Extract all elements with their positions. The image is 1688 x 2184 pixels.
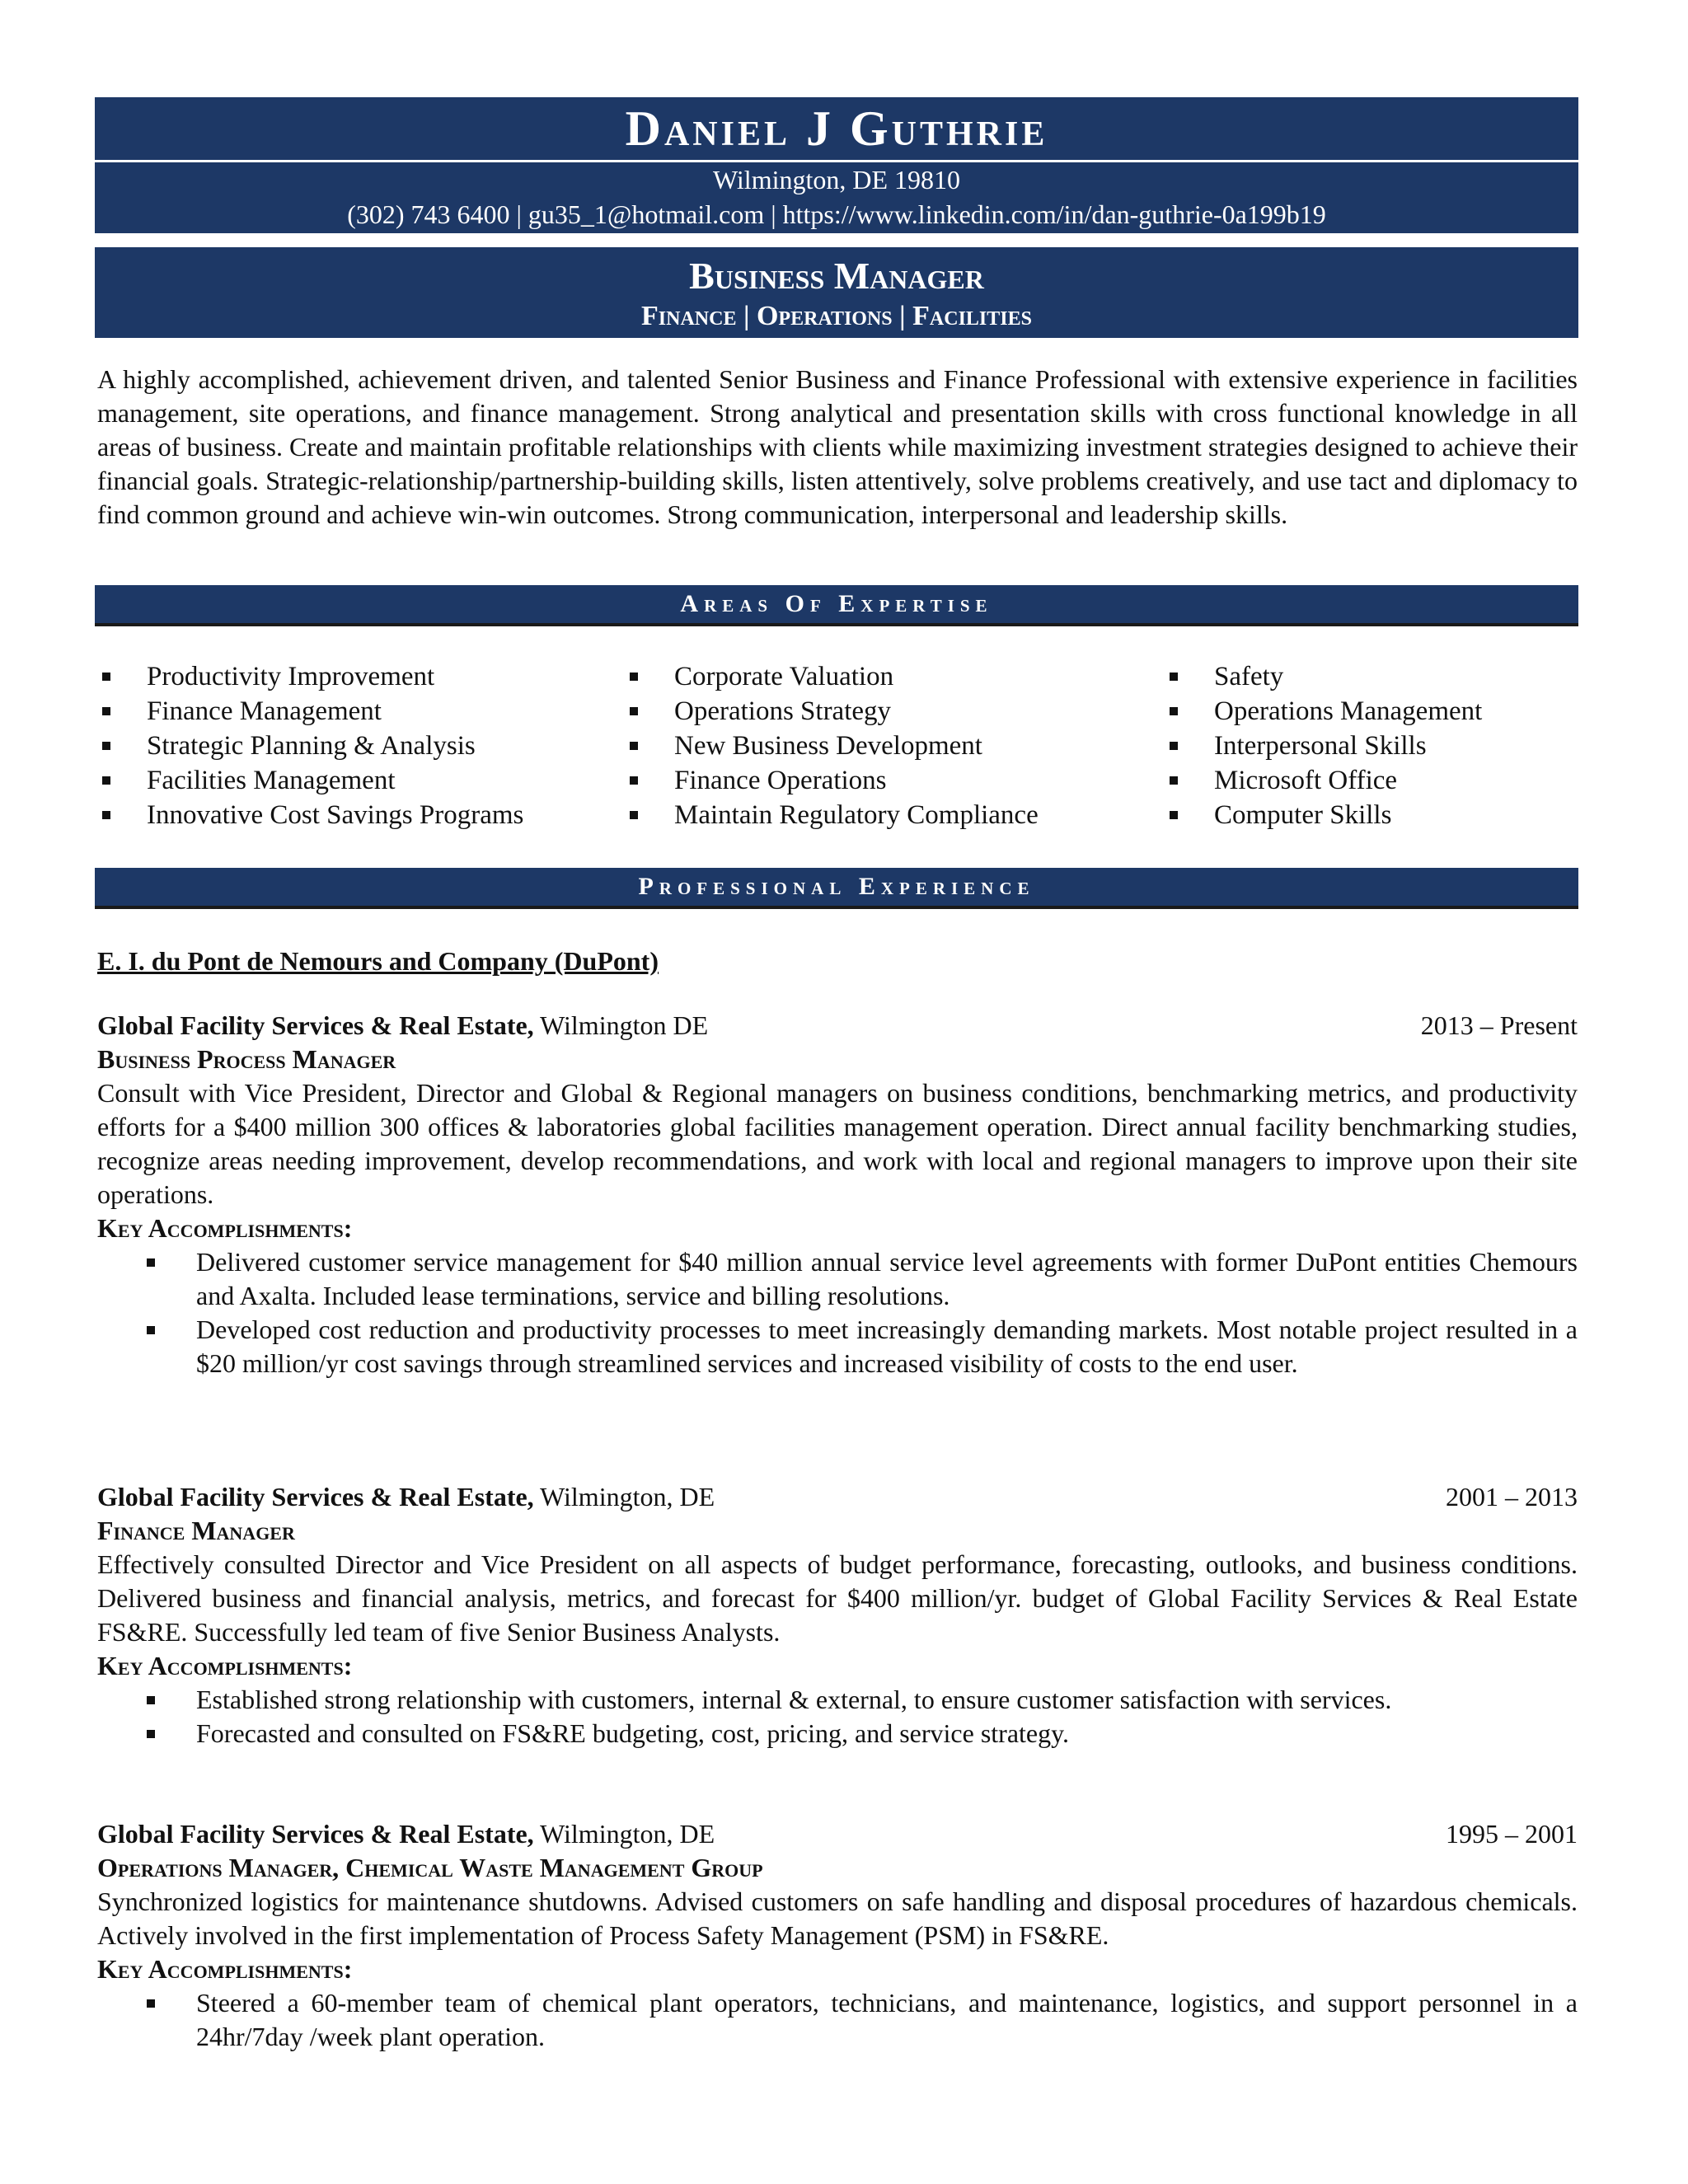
job-header [97,1009,1578,1043]
expertise-column-3 [1165,659,1482,832]
job-role: Business Process Manager [97,1044,396,1074]
job-dates: 2001 – 2013 [1446,1482,1578,1511]
accomplishment-list [97,1683,1578,1750]
job-title-headline: Business Manager [689,255,984,297]
list-item: Delivered customer service management for $40 million annual service level agreements with former DuPont entities Chemours and Axalta. Included lease terminations, service and billing resolutions. [196,1245,1578,1313]
section-title: Professional Experience [638,873,1035,900]
job-location: Wilmington DE [533,1010,709,1040]
key-accomplishments-label: Key Accomplishments: [97,1651,353,1680]
job-dates: 2013 – Present [1420,1010,1578,1040]
name-banner [95,97,1578,160]
job-header [97,1817,1578,1851]
title-banner [95,247,1578,338]
accomplishment-list [97,1245,1578,1380]
list-item: Operations Management [1165,694,1482,729]
list-item: Computer Skills [1165,798,1482,832]
job-location: Wilmington, DE [533,1482,715,1511]
expertise-column-2 [625,659,1039,832]
location-text: Wilmington, DE 19810 [712,165,961,194]
section-header-experience [95,868,1578,909]
section-header-expertise [95,585,1578,626]
list-item: Facilities Management [97,763,523,798]
key-accomplishments-label: Key Accomplishments: [97,1213,353,1243]
list-item: Safety [1165,659,1482,694]
list-item: Interpersonal Skills [1165,729,1482,763]
list-item: Corporate Valuation [625,659,1039,694]
job-role: Finance Manager [97,1516,295,1545]
job-description: Effectively consulted Director and Vice President on all aspects of budget performance, forecasting, outlooks, and business conditions. Delivered business and financial analysis, metrics, and forecast for $400 million/yr. budget of Global Facility Services & Real Estate FS&RE. Successfully led team of five Senior Business Analysts. [97,1549,1578,1647]
candidate-name: Daniel J Guthrie [625,101,1048,156]
job-entry [97,1009,1578,1380]
list-item: Finance Management [97,694,523,729]
professional-summary: A highly accomplished, achievement driven, and talented Senior Business and Finance Professional with extensive experience in facilities management, site operations, and finance management. Strong analytical and presentation skills with cross functional knowledge in all areas of business. Create and maintain profitable relationships with clients while maximizing investment strategies designed to achieve their financial goals. Strategic-relationship/partnership-building skills, listen attentively, solve problems creatively, and use tact and diplomacy to find common ground and achieve win-win outcomes. Strong communication, interpersonal and leadership skills. [97,364,1578,529]
contact-banner [95,162,1578,233]
list-item: New Business Development [625,729,1039,763]
list-item: Microsoft Office [1165,763,1482,798]
linkedin-link[interactable]: https://www.linkedin.com/in/dan-guthrie-0a199b19 [782,199,1326,229]
job-dates: 1995 – 2001 [1446,1819,1578,1849]
list-item: Steered a 60-member team of chemical plant operators, technicians, and maintenance, logistics, and support personnel in a 24hr/7day /week plant operation. [196,1986,1578,2054]
list-item: Strategic Planning & Analysis [97,729,523,763]
list-item: Productivity Improvement [97,659,523,694]
section-title: Areas Of Expertise [680,590,993,617]
list-item: Developed cost reduction and productivity processes to meet increasingly demanding markets. Most notable project resulted in a $20 million/yr cost savings through streamlined services and increased visibility of costs to the end user. [196,1313,1578,1380]
job-description: Synchronized logistics for maintenance shutdowns. Advised customers on safe handling and disposal procedures of hazardous chemicals. Actively involved in the first implementation of Process Safety Management (PSM) in FS&RE. [97,1886,1578,1950]
job-entry [97,1817,1578,2054]
job-role: Operations Manager, Chemical Waste Management Group [97,1853,763,1882]
list-item: Established strong relationship with customers, internal & external, to ensure customer satisfaction with services. [196,1683,1578,1717]
job-org: Global Facility Services & Real Estate, [97,1482,534,1511]
email-link[interactable]: gu35_1@hotmail.com [528,199,765,229]
list-item: Finance Operations [625,763,1039,798]
contact-line: (302) 743 6400 | gu35_1@hotmail.com | https://www.linkedin.com/in/dan-guthrie-0a199b19 [347,199,1326,229]
company-name: E. I. du Pont de Nemours and Company (DuPont) [97,946,659,976]
list-item: Maintain Regulatory Compliance [625,798,1039,832]
job-org: Global Facility Services & Real Estate, [97,1010,534,1040]
phone-text: (302) 743 6400 [347,199,510,229]
job-location: Wilmington, DE [533,1819,715,1849]
list-item: Innovative Cost Savings Programs [97,798,523,832]
accomplishment-list [97,1986,1578,2054]
focus-areas: Finance | Operations | Facilities [641,301,1032,331]
job-header [97,1480,1578,1514]
job-org: Global Facility Services & Real Estate, [97,1819,534,1849]
expertise-column-1 [97,659,523,832]
job-description: Consult with Vice President, Director and Global & Regional managers on business conditions, benchmarking metrics, and productivity efforts for a $400 million 300 offices & laboratories global facilities management operation. Direct annual facility benchmarking studies, recognize areas needing improvement, develop recommendations, and work with local and regional managers to improve upon their site operations. [97,1078,1578,1209]
job-entry [97,1480,1578,1750]
list-item: Forecasted and consulted on FS&RE budgeting, cost, pricing, and service strategy. [196,1717,1578,1750]
key-accomplishments-label: Key Accomplishments: [97,1954,353,1984]
list-item: Operations Strategy [625,694,1039,729]
